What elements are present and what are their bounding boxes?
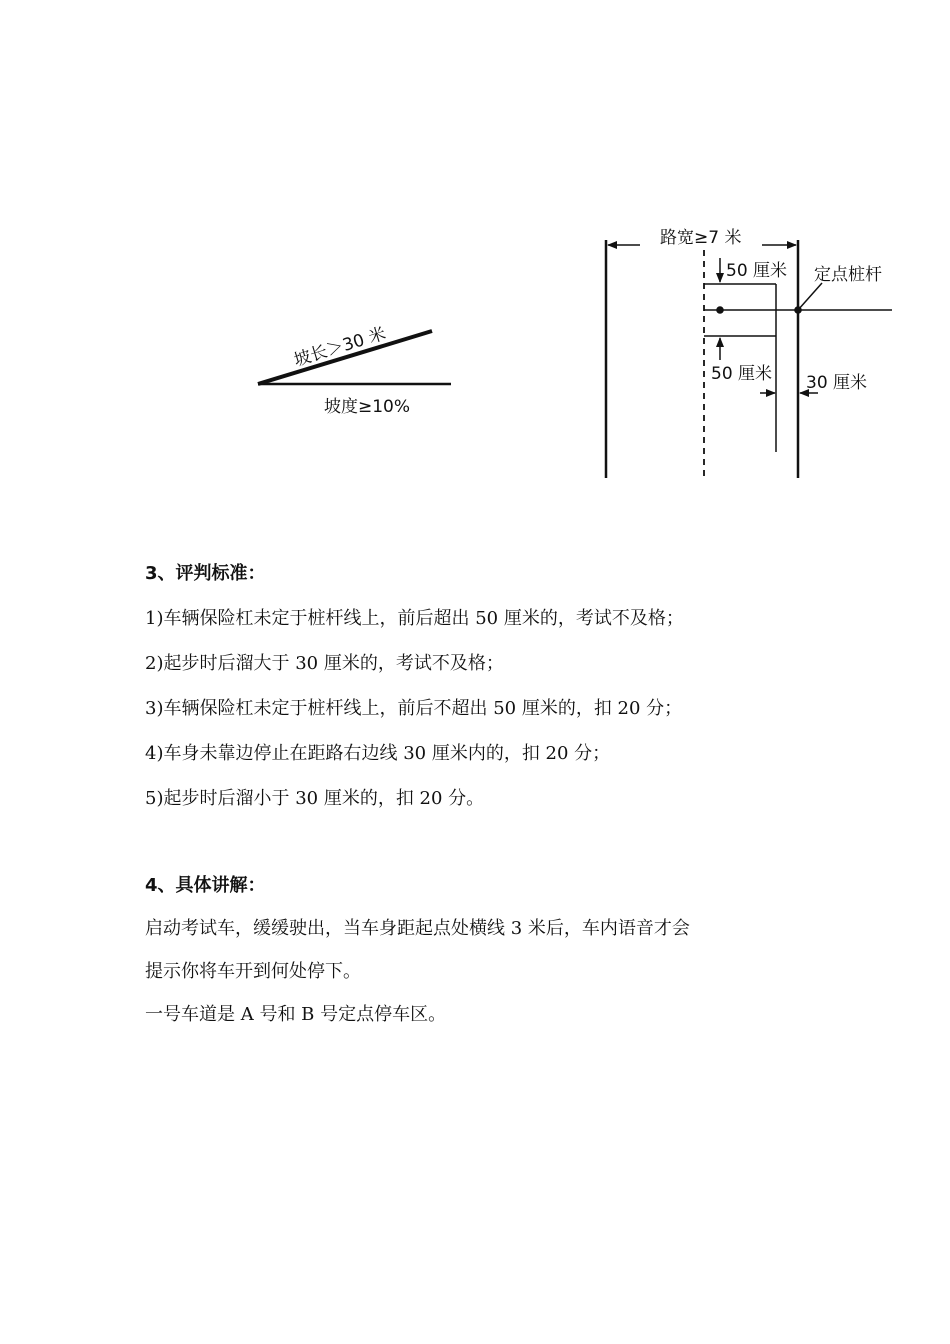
criteria-heading: 3、评判标准： <box>145 563 266 584</box>
explanation-paragraph: 启动考试车，缓缓驶出，当车身距起点处横线 3 米后，车内语音才会 <box>145 918 690 939</box>
slope-and-road-diagrams <box>0 0 950 520</box>
explanation-section <box>145 875 825 1047</box>
road-width-label: 路宽≥7 米 <box>660 228 742 248</box>
slope-grade-label: 坡度≥10% <box>324 397 411 417</box>
criteria-item: 5)起步时后溜小于 30 厘米的，扣 20 分。 <box>145 788 485 809</box>
explanation-paragraph: 一号车道是 A 号和 B 号定点停车区。 <box>145 1004 447 1025</box>
slope-diagram <box>258 324 451 417</box>
road-diagram <box>606 228 892 478</box>
lower-offset-label: 50 厘米 <box>711 364 773 384</box>
criteria-item: 2)起步时后溜大于 30 厘米的，考试不及格； <box>145 653 504 674</box>
slope-length-label: 坡长＞30 米 <box>291 323 389 371</box>
criteria-item: 4)车身未靠边停止在距路右边线 30 厘米内的，扣 20 分； <box>145 743 611 764</box>
stake-label: 定点桩杆 <box>814 265 882 285</box>
criteria-item: 1)车辆保险杠未定于桩杆线上，前后超出 50 厘米的，考试不及格； <box>145 608 684 629</box>
edge-offset-label: 30 厘米 <box>806 373 868 393</box>
upper-offset-label: 50 厘米 <box>726 261 788 281</box>
stake-leader-line <box>798 283 822 310</box>
explanation-paragraph: 提示你将车开到何处停下。 <box>145 961 361 982</box>
criteria-item: 3)车辆保险杠未定于桩杆线上，前后不超出 50 厘米的，扣 20 分； <box>145 698 683 719</box>
stake-point-left <box>716 306 724 314</box>
diagram-area <box>0 0 950 520</box>
explanation-heading: 4、具体讲解： <box>145 875 266 896</box>
criteria-section <box>145 563 825 833</box>
